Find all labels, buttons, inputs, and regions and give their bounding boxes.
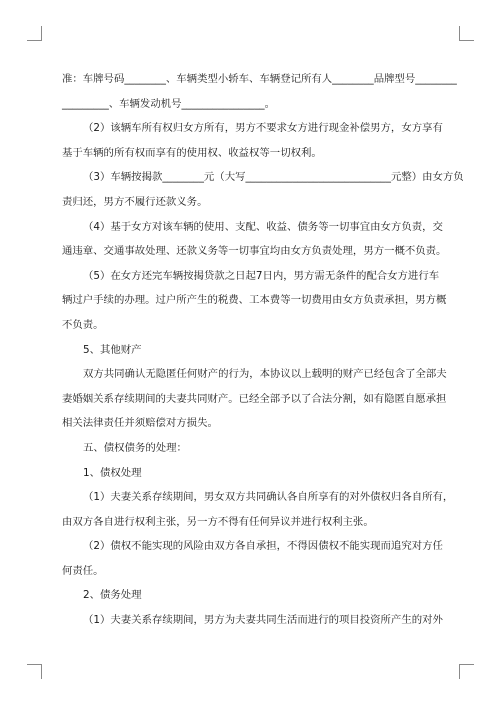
text-line: 双方共同确认无隐匿任何财产的行为，本协议以上载明的财产已经包含了全部夫 bbox=[83, 368, 447, 381]
text-line: 1、债权处理 bbox=[83, 466, 142, 479]
text-line: 不负责。 bbox=[62, 318, 104, 331]
text-line: 基于车辆的所有权而享有的使用权、收益权等一切权利。 bbox=[62, 146, 322, 159]
text-line: 5、其他财产 bbox=[83, 343, 142, 356]
corner-mark-top-right bbox=[459, 26, 474, 41]
text-line: 2、债务处理 bbox=[83, 589, 142, 602]
text-line: （3）车辆按揭款________元（大写____________________________元整）由女方负 bbox=[83, 171, 464, 184]
text-line: 责归还，男方不履行还款义务。 bbox=[62, 195, 208, 208]
corner-mark-top-left bbox=[27, 26, 42, 41]
text-line: 何责任。 bbox=[62, 564, 104, 577]
corner-mark-bottom-right bbox=[459, 664, 474, 679]
text-line: （1）夫妻关系存续期间，男女双方共同确认各自所享有的对外债权归各自所有， bbox=[83, 491, 454, 504]
text-line: 准：车牌号码________、车辆类型小轿车、车辆登记所有人________品牌型号________ bbox=[62, 73, 457, 85]
text-line: _________、车辆发动机号________________。 bbox=[62, 97, 276, 110]
corner-mark-bottom-left bbox=[27, 664, 42, 679]
text-line: 五、债权债务的处理： bbox=[83, 441, 187, 454]
text-line: 由双方各自进行权利主张，另一方不得有任何异议并进行权利主张。 bbox=[62, 515, 374, 528]
text-line: （1）夫妻关系存续期间，男方为夫妻共同生活而进行的项目投资所产生的对外 bbox=[83, 614, 443, 627]
text-line: （5）在女方还完车辆按揭贷款之日起7日内，男方需无条件的配合女方进行车 bbox=[83, 269, 440, 282]
text-line: （2）该辆车所有权归女方所有，男方不要求女方进行现金补偿男方，女方享有 bbox=[83, 122, 443, 135]
text-line: 妻婚姻关系存续期间的夫妻共同财产。已经全部予以了合法分割，如有隐匿自愿承担 bbox=[62, 392, 447, 405]
document-body bbox=[62, 67, 464, 633]
text-line: 通违章、交通事故处理、还款义务等一切事宜均由女方负责处理，男方一概不负责。 bbox=[62, 245, 447, 258]
text-line: （4）基于女方对该车辆的使用、支配、收益、债务等一切事宜由女方负责，交 bbox=[83, 220, 443, 233]
text-line: （2）债权不能实现的风险由双方各自承担，不得因债权不能实现而追究对方任 bbox=[83, 540, 443, 553]
text-line: 辆过户手续的办理。过户所产生的税费、工本费等一切费用由女方负责承担，男方概 bbox=[62, 294, 447, 307]
text-line: 相关法律责任并须赔偿对方损失。 bbox=[62, 417, 218, 430]
